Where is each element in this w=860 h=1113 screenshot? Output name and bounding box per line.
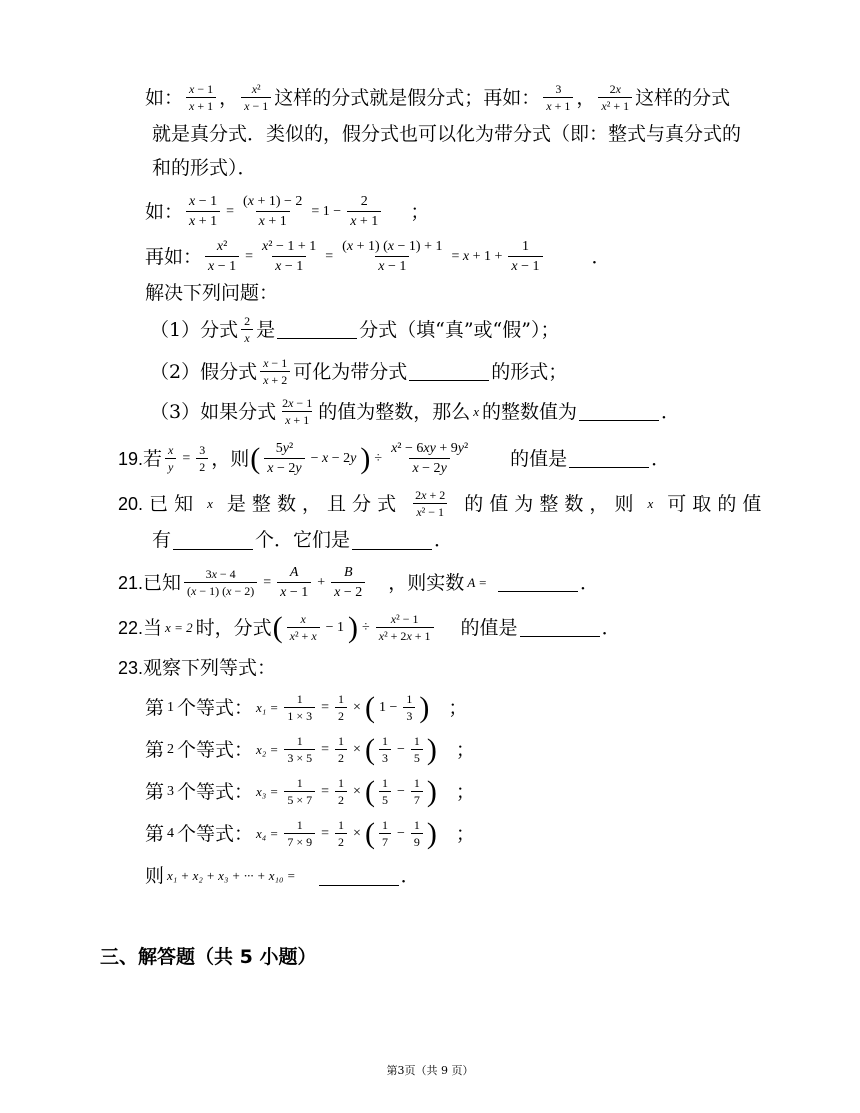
- question-19: 19. 若 $\frac{x}{y}$ = $\frac{3}{2}$ ，则 ( $\frac{\text{5y²}}{x - 2y}$ − x − 2y ) ÷ $\frac{\text{x² − 6xy + 9y²}}{x - 2y}$ 的值是 ．: [118, 441, 671, 476]
- answer-blank[interactable]: [579, 402, 659, 421]
- fraction: $\frac{1}{2}$: [335, 776, 347, 807]
- question-20-line-1: 20. 已 知 x 是 整 数 ， 且 分 式 $\frac{2x + 2}{\text{x² − 1}}$ 的 值 为 整 数 ， 则 x 可 取 的 值: [118, 488, 762, 519]
- fraction: $\frac{A}{x - 1}$: [277, 564, 311, 601]
- question-20-line-2: 有 个．它们是 ．: [152, 529, 454, 551]
- fraction: $\frac{2}{x + 1}$: [347, 193, 381, 230]
- answer-blank[interactable]: [319, 867, 399, 886]
- fraction: $\frac{\text{x² − 1 + 1}}{x - 1}$: [262, 239, 317, 274]
- fraction: $\frac{2x + 2}{\text{x² − 1}}$: [415, 488, 446, 519]
- fraction: $\frac{2}{x}$: [241, 314, 253, 345]
- fraction: $\frac{(x + 1) - 2}{x + 1}$: [243, 194, 303, 229]
- fraction: $\frac{\text{x² − 6xy + 9y²}}{x - 2y}$: [391, 441, 469, 476]
- sum-line: 则 x₁ + x₂ + x₃ + ··· + x₁₀ = ．: [145, 865, 420, 887]
- fraction: $\frac{x}{\text{x² + x}}$: [287, 612, 320, 643]
- fraction: $\frac{1}{3}$: [379, 734, 391, 765]
- fraction: $\frac{B}{x - 2}$: [331, 564, 365, 601]
- answer-blank[interactable]: [569, 449, 649, 468]
- fraction: $\frac{x}{y}$: [165, 443, 176, 474]
- fraction: $\frac{1}{5}$: [411, 734, 423, 765]
- fraction: $\frac{2x}{\text{x² + 1}}$: [598, 82, 632, 113]
- page-footer: 第3页（共 9 页）: [386, 1064, 474, 1077]
- answer-blank[interactable]: [173, 531, 253, 550]
- fraction: $\frac{x - 1}{x + 2}$: [260, 356, 290, 387]
- q18-part-2: （2）假分式 $\frac{x - 1}{x + 2}$ 可化为带分式 的形式；: [150, 356, 568, 387]
- fraction: $\frac{3x - 4}{(x - 1) (x - 2)}$: [184, 567, 257, 598]
- intro-line-2: 就是真分式．类似的，假分式也可以化为带分式（即：整式与真分式的: [152, 123, 742, 145]
- fraction: $\frac{1}{1 \times 3}$: [284, 692, 315, 723]
- fraction: $\frac{\text{x² − 1}}{\text{x² + 2x + 1}}$: [376, 612, 434, 643]
- question-23: 23. 观察下列等式：: [118, 657, 277, 679]
- fraction: $\frac{1}{7}$: [379, 818, 391, 849]
- fraction: $\frac{1}{x - 1}$: [508, 238, 542, 275]
- intro-line-3: 和的形式）．: [152, 157, 257, 179]
- fraction: $\frac{1}{3 \times 5}$: [284, 734, 315, 765]
- fraction: $\frac{1}{2}$: [335, 692, 347, 723]
- intro-line-1: 如： $\frac{x - 1}{x + 1}$ ， $\frac{\text{x²}}{x - 1}$ 这样的分式就是假分式；再如： $\frac{3}{x + 1}$ ， $\frac{2x}{\text{x² + 1}}$ 这样的分式: [145, 82, 731, 113]
- fraction: $\frac{x - 1}{x + 1}$: [186, 82, 216, 113]
- question-22: 22. 当 x = 2 时，分式 ( $\frac{x}{\text{x² + x}}$ − 1 ) ÷ $\frac{\text{x² − 1}}{\text{x² + 2x + 1}}$ 的值是 ．: [118, 610, 621, 644]
- question-21: 21. 已知 $\frac{3x - 4}{(x - 1) (x - 2)}$ = $\frac{A}{x - 1}$ + $\frac{B}{x - 2}$ ，则实数 A = ．: [118, 565, 600, 600]
- solve-heading: 解决下列问题：: [145, 282, 279, 304]
- fraction: $\frac{1}{7 \times 9}$: [284, 818, 315, 849]
- fraction: $\frac{\text{x²}}{x - 1}$: [241, 82, 271, 113]
- fraction: $\frac{1}{2}$: [335, 734, 347, 765]
- q18-part-1: （1）分式 $\frac{2}{x}$ 是 分式（填“真”或“假”）；: [150, 314, 560, 345]
- answer-blank[interactable]: [498, 573, 578, 592]
- answer-blank[interactable]: [409, 362, 489, 381]
- answer-blank[interactable]: [520, 618, 600, 637]
- fraction: $\frac{3}{x + 1}$: [543, 82, 573, 113]
- fraction: $\frac{\text{x²}}{x - 1}$: [205, 238, 239, 275]
- example-1: 如： $\frac{x - 1}{x + 1}$ = $\frac{(x + 1) - 2}{x + 1}$ = 1 − $\frac{2}{x + 1}$ ；: [145, 194, 430, 229]
- fraction: $\frac{1}{2}$: [335, 818, 347, 849]
- equation-row: 第 2 个等式： x₂ = $\frac{1}{3 \times 5}$ = $\frac{1}{2}$ × ( $\frac{1}{3}$ − $\frac{1}{5}$ ) ；: [145, 732, 475, 766]
- fraction: $\frac{2x - 1}{x + 1}$: [282, 396, 313, 427]
- fraction: $\frac{x - 1}{x + 1}$: [186, 193, 220, 230]
- q18-part-3: （3）如果分式 $\frac{2x - 1}{x + 1}$ 的值为整数，那么 x 的整数值为 ．: [150, 396, 681, 427]
- fraction: $\frac{1}{3}$: [403, 692, 415, 723]
- fraction: $\frac{\text{5y²}}{x - 2y}$: [264, 440, 304, 477]
- fraction: $\frac{1}{9}$: [411, 818, 423, 849]
- answer-blank[interactable]: [352, 531, 432, 550]
- equation-row: 第 1 个等式： x₁ = $\frac{1}{1 \times 3}$ = $\frac{1}{2}$ × ( 1 − $\frac{1}{3}$ ) ；: [145, 690, 468, 724]
- answer-blank[interactable]: [277, 320, 357, 339]
- fraction: $\frac{1}{7}$: [411, 776, 423, 807]
- equation-row: 第 3 个等式： x₃ = $\frac{1}{5 \times 7}$ = $\frac{1}{2}$ × ( $\frac{1}{5}$ − $\frac{1}{7}$ ) ；: [145, 774, 475, 808]
- example-2: 再如： $\frac{\text{x²}}{x - 1}$ = $\frac{\text{x² − 1 + 1}}{x - 1}$ = $\frac{(x + 1) (x - 1) + 1}{x - 1}$ = x + 1 + $\frac{1}{x - 1}$ ．: [145, 239, 611, 274]
- equation-row: 第 4 个等式： x₄ = $\frac{1}{7 \times 9}$ = $\frac{1}{2}$ × ( $\frac{1}{7}$ − $\frac{1}{9}$ ) ；: [145, 816, 475, 850]
- fraction: $\frac{3}{2}$: [196, 443, 208, 474]
- fraction: $\frac{1}{5}$: [379, 776, 391, 807]
- fraction: $\frac{1}{5 \times 7}$: [284, 776, 315, 807]
- fraction: $\frac{(x + 1) (x - 1) + 1}{x - 1}$: [342, 239, 443, 274]
- section-heading: 三、解答题（共 5 小题）: [100, 946, 317, 968]
